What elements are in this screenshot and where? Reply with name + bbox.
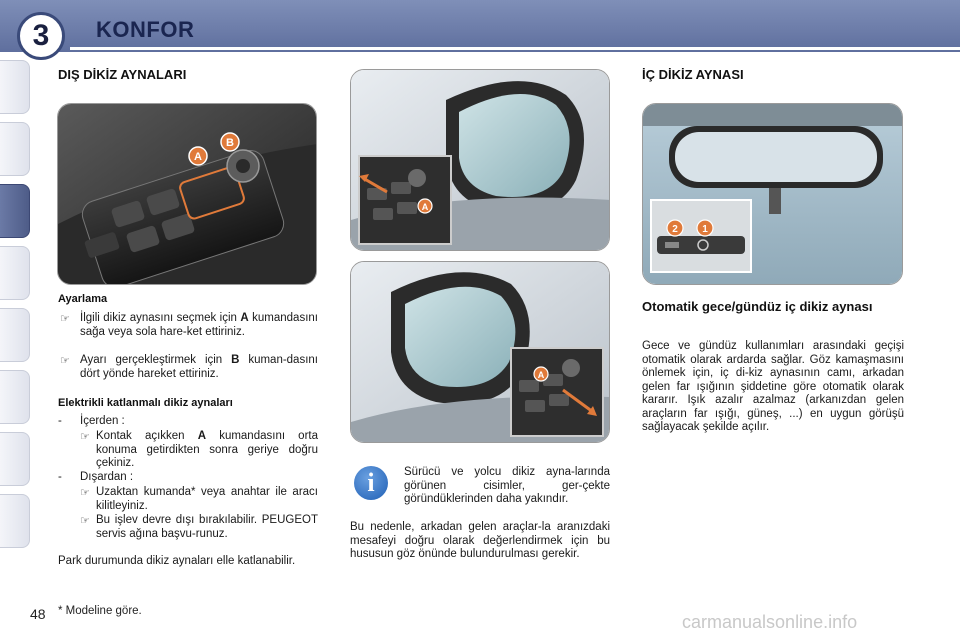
chapter-title: KONFOR xyxy=(96,17,195,42)
info-warning-first: Sürücü ve yolcu dikiz ayna-larında görünen cisimler, ger-çekte göründüklerinden daha yakındır. xyxy=(404,466,610,505)
pointing-hand-icon: ☞ xyxy=(60,355,70,367)
adjustment-step-2: Ayarı gerçekleştirmek için B kuman-dasını dört yönde hareket ettiriniz. xyxy=(80,354,318,380)
parking-note: Park durumunda dikiz aynaları elle katlanabilir. xyxy=(58,555,296,567)
chapter-tab-5[interactable] xyxy=(0,308,30,362)
adjustment-title: Ayarlama xyxy=(58,293,108,305)
adjustment-step-1: İlgili dikiz aynasını seçmek için A kumandasını sağa veya sola hare-ket ettiriniz. xyxy=(80,312,318,338)
footnote: * Modeline göre. xyxy=(58,605,142,617)
photo-label-b: B xyxy=(226,137,234,149)
chapter-tab-1[interactable] xyxy=(0,60,30,114)
inside-dash: - xyxy=(58,415,62,427)
header-rule xyxy=(70,47,960,50)
photo-label-a-bottom: A xyxy=(537,370,545,380)
auto-mirror-description: Gece ve gündüz kullanımları arasındaki geçişi otomatik olarak ardarda sağlar. Göz kamaşmasını önlemek için, iç di-kiz aynasının camı, arkadan gelen far ışığının şiddetine göre otomatik olarak kararır. Işık azalır azalmaz (arkanızdan gelen araçların far ışığı, güneş, ...) en uygun görüşü sağlayacak şekilde açılır. xyxy=(642,340,904,433)
info-icon: i xyxy=(354,466,388,500)
outside-instruction-2: Bu işlev devre dışı bırakılabilir. PEUGEOT servis ağına başvu-runuz. xyxy=(96,514,318,540)
inside-instruction: Kontak açıkken A kumandasını orta konuma getirdikten sonra geriye doğru çekiniz. xyxy=(96,430,318,469)
interior-mirror-heading: İÇ DİKİZ AYNASI xyxy=(642,67,744,82)
exterior-mirrors-heading: DIŞ DİKİZ AYNALARI xyxy=(58,67,187,82)
photo-label-2: 2 xyxy=(672,224,678,235)
outside-dash: - xyxy=(58,471,62,483)
pointing-hand-icon: ☞ xyxy=(60,313,70,325)
interior-mirror-photo xyxy=(642,103,903,285)
chapter-tab-6[interactable] xyxy=(0,370,30,424)
photo-label-1: 1 xyxy=(702,224,708,235)
pointing-hand-icon: ☞ xyxy=(80,487,90,499)
chapter-number: 3 xyxy=(17,12,65,60)
inside-label: İçerden : xyxy=(80,415,125,427)
photo-label-a-top: A xyxy=(421,202,429,212)
chapter-tab-3-active[interactable] xyxy=(0,184,30,238)
pointing-hand-icon: ☞ xyxy=(80,515,90,527)
page-number: 48 xyxy=(30,606,46,622)
mirror-fold-photo xyxy=(350,261,610,443)
chapter-tab-2[interactable] xyxy=(0,122,30,176)
photo-label-a: A xyxy=(194,151,202,163)
pointing-hand-icon: ☞ xyxy=(80,431,90,443)
outside-label: Dışardan : xyxy=(80,471,134,483)
auto-mirror-title: Otomatik gece/gündüz iç dikiz aynası xyxy=(642,299,873,314)
chapter-tab-8[interactable] xyxy=(0,494,30,548)
info-warning-rest: Bu nedenle, arkadan gelen araçlar-la aranızdaki mesafeyi doğru olarak değerlendirmek için bu hususun göz önünde bulundurulması gerekir. xyxy=(350,521,610,560)
chapter-tabs xyxy=(0,60,34,580)
folding-mirrors-title: Elektrikli katlanmalı dikiz aynaları xyxy=(58,397,233,409)
chapter-tab-7[interactable] xyxy=(0,432,30,486)
mirror-adjust-photo xyxy=(350,69,610,251)
watermark: carmanualsonline.info xyxy=(682,612,858,632)
chapter-tab-4[interactable] xyxy=(0,246,30,300)
outside-instruction-1: Uzaktan kumanda* veya anahtar ile aracı kilitleyiniz. xyxy=(96,486,318,512)
door-switch-photo xyxy=(57,103,317,285)
